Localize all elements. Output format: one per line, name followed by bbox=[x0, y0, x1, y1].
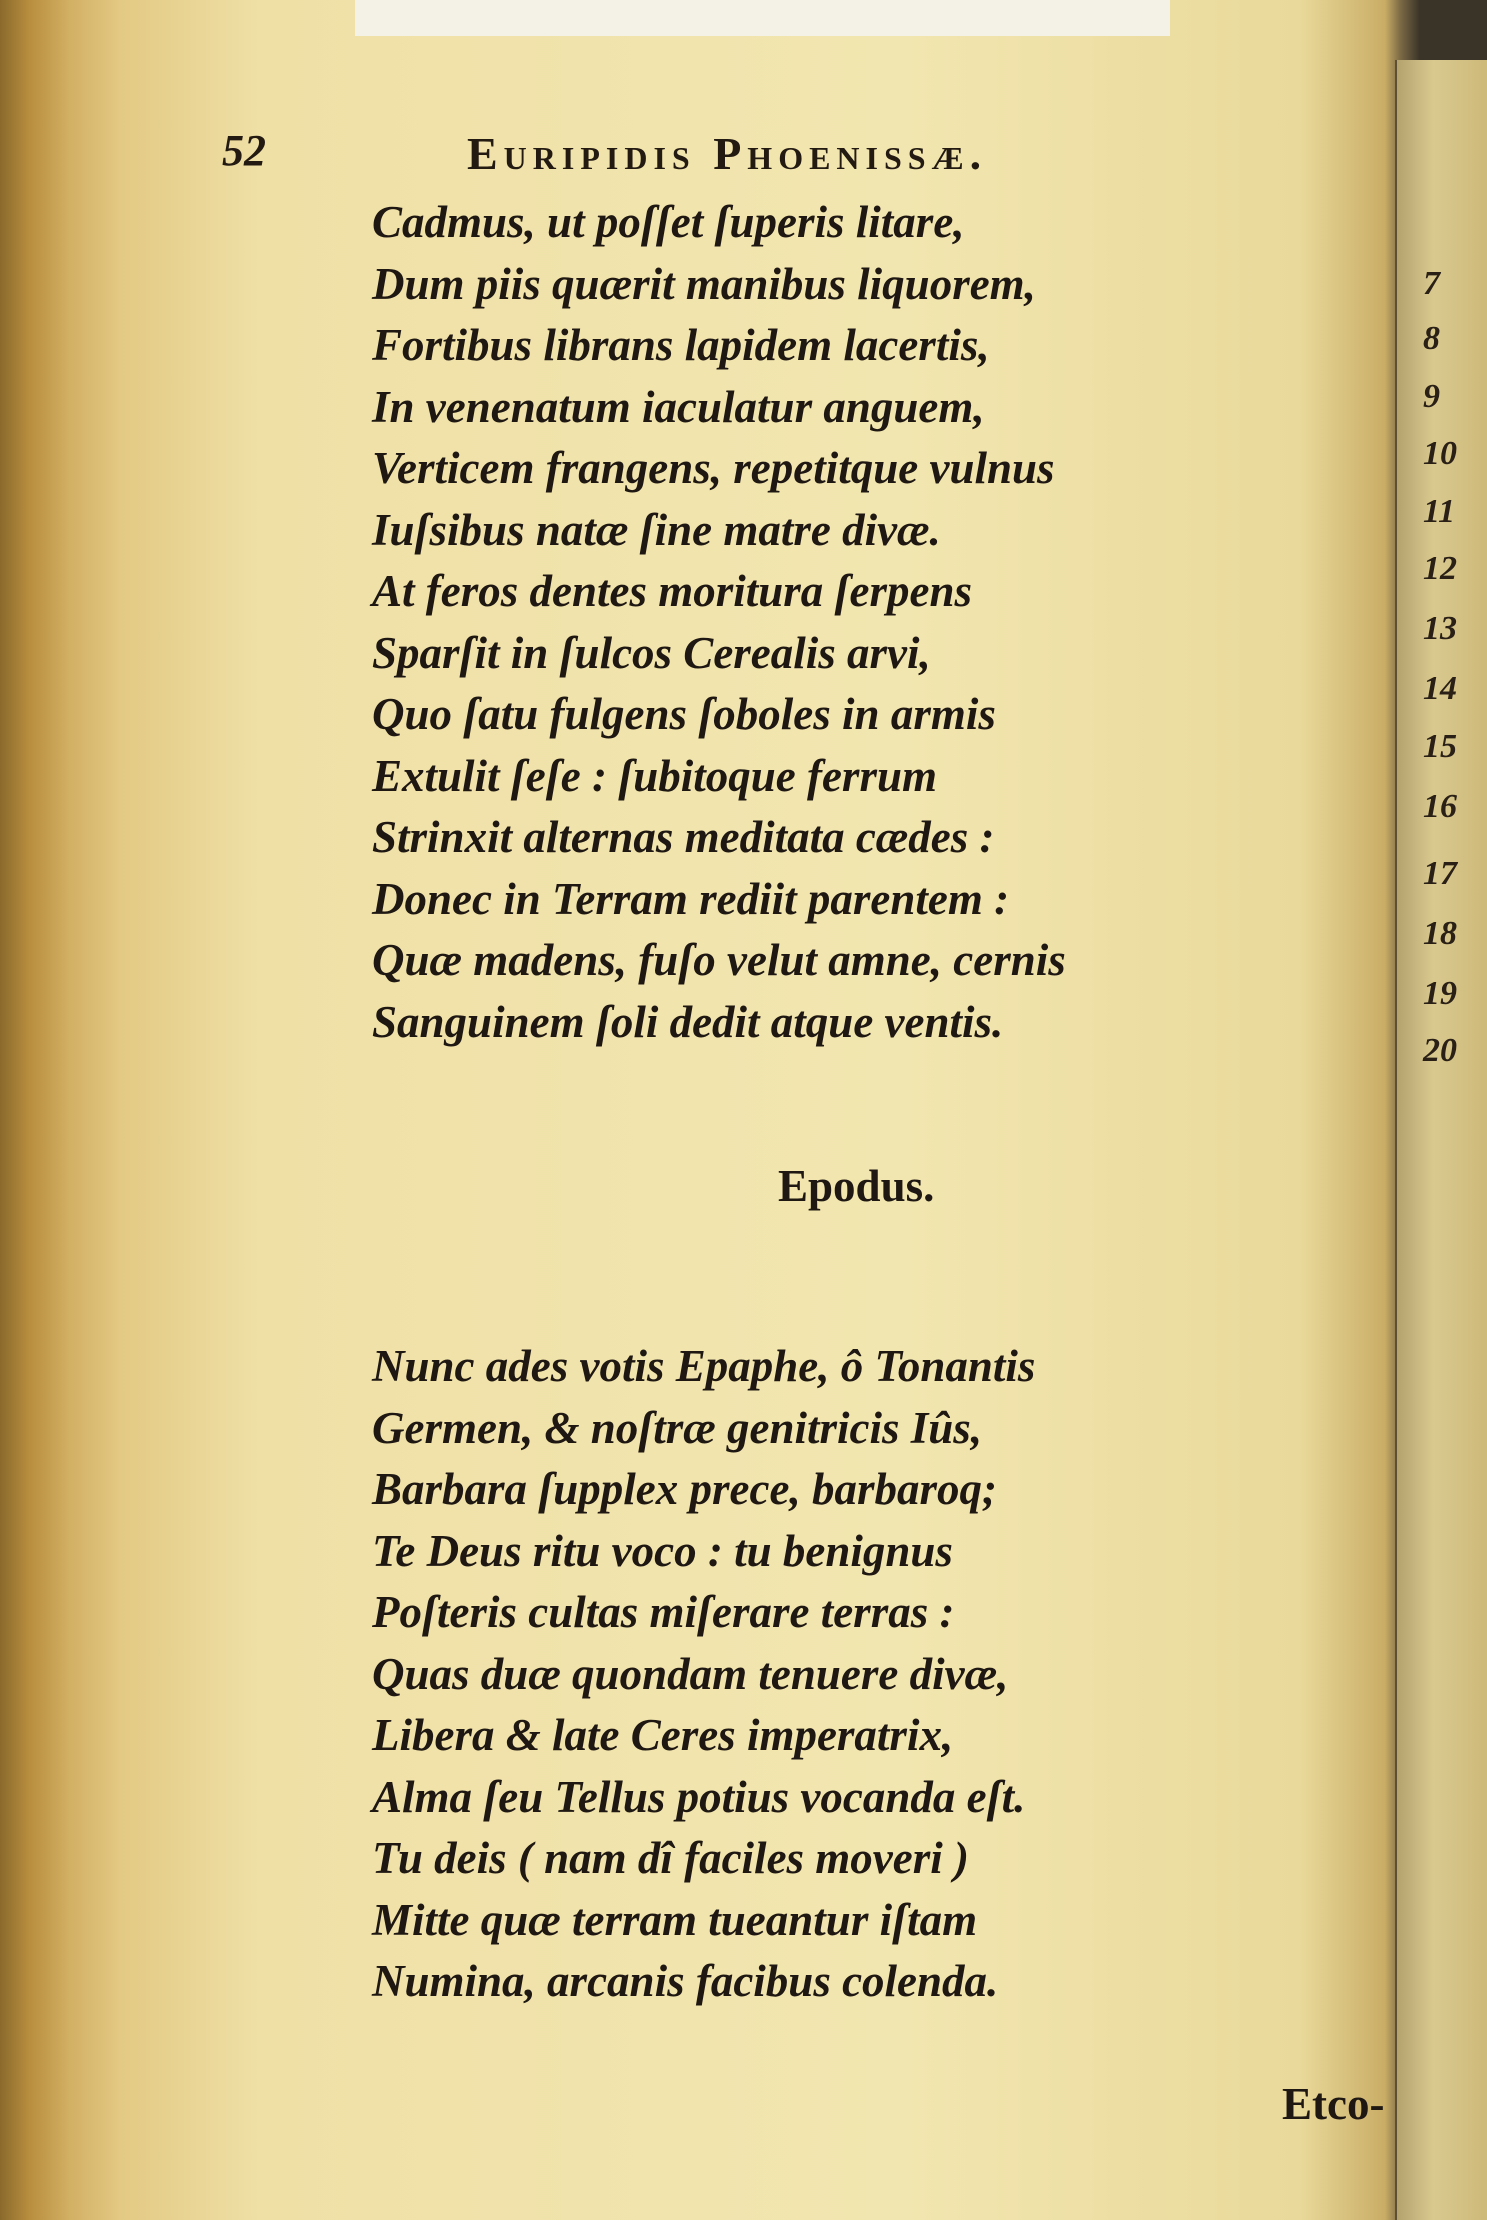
facing-line-number: 12 bbox=[1423, 550, 1457, 587]
catchword: Etco- bbox=[1282, 2079, 1385, 2129]
page-header bbox=[222, 125, 1207, 185]
facing-page-edge bbox=[1395, 60, 1487, 2220]
verse-line: Numina, arcanis facibus colenda. bbox=[372, 1956, 999, 2006]
facing-line-number: 16 bbox=[1423, 788, 1457, 825]
verse-line: Poſteris cultas miſerare terras : bbox=[372, 1587, 955, 1637]
verse-line: Te Deus ritu voco : tu benignus bbox=[372, 1525, 953, 1576]
facing-line-number: 10 bbox=[1423, 435, 1457, 472]
verse-line: Quo ſatu fulgens ſoboles in armis bbox=[372, 689, 996, 739]
verse-line: Quæ madens, fuſo velut amne, cernis bbox=[372, 935, 1066, 985]
page-number: 52 bbox=[222, 126, 266, 175]
facing-line-number: 18 bbox=[1423, 915, 1457, 952]
facing-line-number: 11 bbox=[1423, 493, 1456, 530]
facing-line-number: 14 bbox=[1423, 670, 1457, 707]
verse-line: Germen, & noſtræ genitricis Iûs, bbox=[372, 1402, 983, 1453]
facing-line-number: 15 bbox=[1423, 728, 1457, 765]
verse-line: Dum piis quærit manibus liquorem, bbox=[372, 258, 1036, 309]
verse-line: Quas duæ quondam tenuere divæ, bbox=[372, 1648, 1009, 1699]
verse-line: Cadmus, ut poſſet ſuperis litare, bbox=[372, 197, 965, 247]
verse-line: Libera & late Ceres imperatrix, bbox=[372, 1710, 954, 1760]
facing-line-number: 19 bbox=[1423, 975, 1457, 1012]
strophe-verse bbox=[372, 192, 1372, 1053]
verse-line: Fortibus librans lapidem lacertis, bbox=[372, 320, 990, 370]
verse-line: Extulit ſeſe : ſubitoque ferrum bbox=[372, 750, 937, 801]
facing-line-number: 7 bbox=[1423, 265, 1440, 302]
verse-line: Nunc ades votis Epaphe, ô Tonantis bbox=[372, 1341, 1036, 1391]
section-heading-epodus: Epodus. bbox=[778, 1161, 935, 1211]
verse-line: Sanguinem ſoli dedit atque ventis. bbox=[372, 996, 1004, 1047]
verse-line: Iuſsibus natæ ſine matre divæ. bbox=[372, 504, 941, 555]
facing-line-number: 20 bbox=[1423, 1032, 1457, 1069]
running-title: Euripidis Phoenissæ. bbox=[467, 128, 988, 179]
verse-line: Barbara ſupplex prece, barbaroq; bbox=[372, 1464, 997, 1514]
facing-line-number: 17 bbox=[1423, 855, 1457, 892]
verse-line: Sparſit in ſulcos Cerealis arvi, bbox=[372, 627, 931, 678]
verse-line: Mitte quæ terram tueantur iſtam bbox=[372, 1894, 978, 1945]
epodus-verse bbox=[372, 1336, 1372, 2013]
verse-line: Strinxit alternas meditata cædes : bbox=[372, 812, 995, 862]
verse-line: Tu deis ( nam dî faciles moveri ) bbox=[372, 1833, 969, 1883]
verse-line: In venenatum iaculatur anguem, bbox=[372, 381, 985, 432]
verse-line: Donec in Terram rediit parentem : bbox=[372, 873, 1010, 924]
verse-line: At feros dentes moritura ſerpens bbox=[372, 566, 973, 616]
facing-line-number: 8 bbox=[1423, 320, 1440, 357]
facing-line-number: 13 bbox=[1423, 610, 1457, 647]
facing-line-number: 9 bbox=[1423, 378, 1440, 415]
verse-line: Verticem frangens, repetitque vulnus bbox=[372, 443, 1055, 493]
paper-slip bbox=[355, 0, 1170, 36]
verse-line: Alma ſeu Tellus potius vocanda eſt. bbox=[372, 1771, 1026, 1822]
